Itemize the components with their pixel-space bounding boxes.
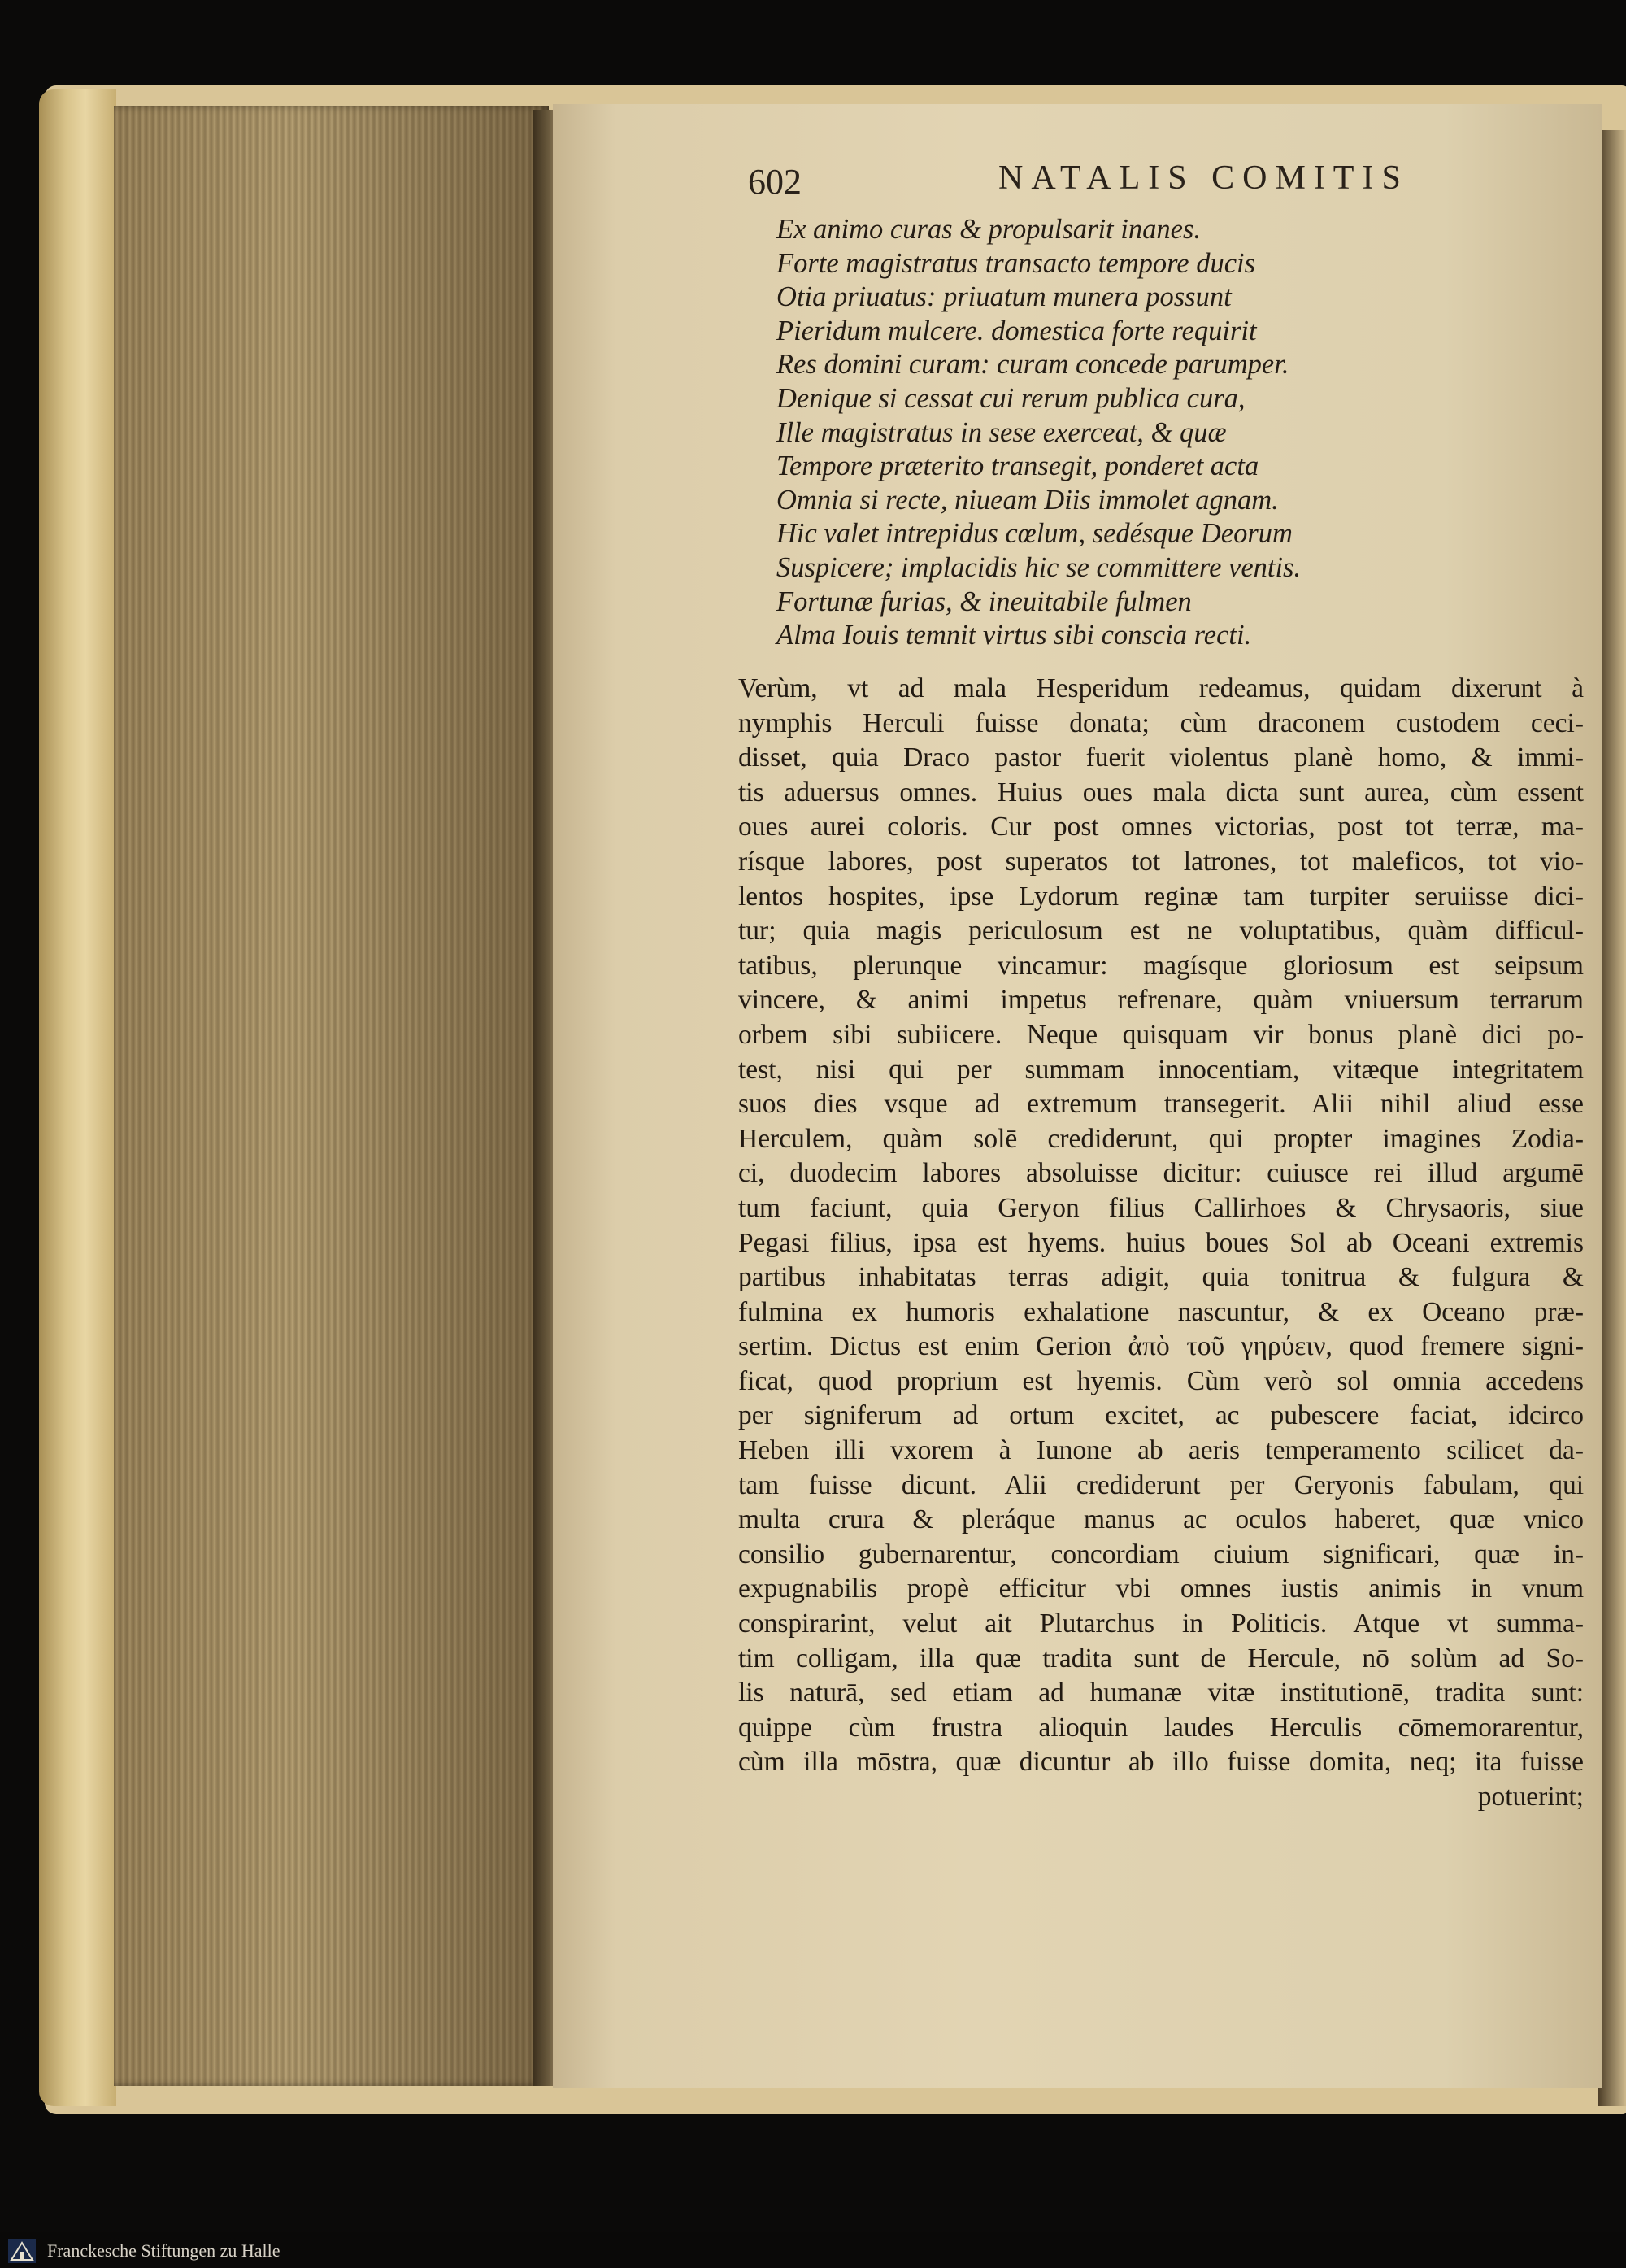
- verse-line: Res domini curam: curam concede parumper.: [776, 349, 1289, 381]
- prose-line: multa crura & pleráque manus ac oculos haberet, quæ vnico: [738, 1504, 1584, 1535]
- prose-line: Verùm, vt ad mala Hesperidum redeamus, quidam dixerunt à: [738, 673, 1584, 703]
- prose-line: partibus inhabitatas terras adigit, quia tonitrua & fulgura &: [738, 1262, 1584, 1293]
- franckesche-stiftungen-logo-icon: [8, 2239, 36, 2263]
- prose-line: disset, quia Draco pastor fuerit violentus planè homo, & immi-: [738, 742, 1584, 773]
- prose-line: ficat, quod proprium est hyemis. Cùm verò sol omnia accedens: [738, 1365, 1584, 1396]
- prose-line: expugnabilis propè efficitur vbi omnes iustis animis in vnum: [738, 1574, 1584, 1604]
- prose-line: tum faciunt, quia Geryon filius Callirhoes & Chrysaoris, siue: [738, 1192, 1584, 1223]
- prose-line: tis aduersus omnes. Huius oues mala dicta sunt aurea, cùm essent: [738, 777, 1584, 808]
- prose-line: rísque labores, post superatos tot latrones, tot maleficos, tot vio-: [738, 846, 1584, 877]
- prose-line: test, nisi qui per summam innocentiam, vitæque integritatem: [738, 1054, 1584, 1085]
- verse-line: Otia priuatus: priuatum munera possunt: [776, 281, 1232, 313]
- verse-line: Ex animo curas & propulsarit inanes.: [776, 214, 1201, 245]
- prose-line: conspirarint, velut ait Plutarchus in Politicis. Atque vt summa-: [738, 1608, 1584, 1639]
- verse-line: Suspicere; implacidis hic se committere ventis.: [776, 551, 1302, 583]
- prose-line: tim colligam, illa quæ tradita sunt de Hercule, nō solùm ad So-: [738, 1643, 1584, 1674]
- binding-edge: [39, 89, 116, 2106]
- library-label: Franckesche Stiftungen zu Halle: [47, 2240, 280, 2261]
- verse-block: [776, 213, 1581, 653]
- prose-line: orbem sibi subiicere. Neque quisquam vir bonus planè dici po-: [738, 1019, 1584, 1050]
- prose-line: Herculem, quàm solē crediderunt, qui propter imagines Zodia-: [738, 1123, 1584, 1154]
- prose-line: tatibus, plerunque vincamur: magísque gloriosum est seipsum: [738, 950, 1584, 981]
- running-title: NATALIS COMITIS: [998, 159, 1409, 197]
- prose-line: consilio gubernarentur, concordiam ciuium significari, quæ in-: [738, 1539, 1584, 1569]
- prose-line: per signiferum ad ortum excitet, ac pubescere faciat, idcirco: [738, 1400, 1584, 1431]
- prose-block: [738, 672, 1584, 1815]
- verse-line: Tempore præterito transegit, ponderet acta: [776, 451, 1259, 482]
- prose-line: fulmina ex humoris exhalatione nascuntur, & ex Oceano præ-: [738, 1296, 1584, 1327]
- prose-line: sertim. Dictus est enim Gerion ἀπὸ τοῦ γηρύειν, quod fremere signi-: [738, 1331, 1584, 1362]
- verse-line: Fortunæ furias, & ineuitabile fulmen: [776, 586, 1192, 617]
- prose-line: ci, duodecim labores absoluisse dicitur: cuiusce rei illud argumē: [738, 1158, 1584, 1189]
- page-block-shading: [114, 106, 549, 2086]
- prose-line: nymphis Herculi fuisse donata; cùm draconem custodem ceci-: [738, 707, 1584, 738]
- prose-line: quippe cùm frustra alioquin laudes Herculis cōmemorarentur,: [738, 1712, 1584, 1743]
- prose-line: vincere, & animi impetus refrenare, quàm vniuersum terrarum: [738, 985, 1584, 1016]
- verse-line: Denique si cessat cui rerum publica cura,: [776, 382, 1246, 414]
- verse-line: Hic valet intrepidus cœlum, sedésque Deorum: [776, 518, 1293, 550]
- prose-line: potuerint;: [1477, 1782, 1584, 1812]
- prose-line: lentos hospites, ipse Lydorum reginæ tam turpiter seruiisse dici-: [738, 881, 1584, 912]
- prose-line: lis naturā, sed etiam ad humanæ vitæ institutionē, tradita sunt:: [738, 1678, 1584, 1709]
- verse-line: Pieridum mulcere. domestica forte requirit: [776, 315, 1257, 346]
- prose-line: Pegasi filius, ipsa est hyems. huius boues Sol ab Oceani extremis: [738, 1227, 1584, 1258]
- verse-line: Forte magistratus transacto tempore ducis: [776, 247, 1256, 279]
- prose-line: Heben illi vxorem à Iunone ab aeris temperamento scilicet da-: [738, 1435, 1584, 1466]
- prose-line: oues aurei coloris. Cur post omnes victorias, post tot terræ, ma-: [738, 812, 1584, 842]
- page-number: 602: [748, 162, 802, 202]
- verse-line: Alma Iouis temnit virtus sibi conscia recti.: [776, 620, 1252, 651]
- prose-line: cùm illa mōstra, quæ dicuntur ab illo fuisse domita, neq; ita fuisse: [738, 1747, 1584, 1778]
- verse-line: Ille magistratus in sese exerceat, & quæ: [776, 416, 1227, 448]
- facing-page-edge: [1598, 130, 1626, 2106]
- prose-line: tur; quia magis periculosum est ne voluptatibus, quàm difficul-: [738, 916, 1584, 947]
- prose-line: suos dies vsque ad extremum transegerit. Alii nihil aliud esse: [738, 1089, 1584, 1120]
- prose-line: tam fuisse dicunt. Alii crediderunt per Geryonis fabulam, qui: [738, 1469, 1584, 1500]
- verse-line: Omnia si recte, niueam Diis immolet agnam.: [776, 484, 1279, 516]
